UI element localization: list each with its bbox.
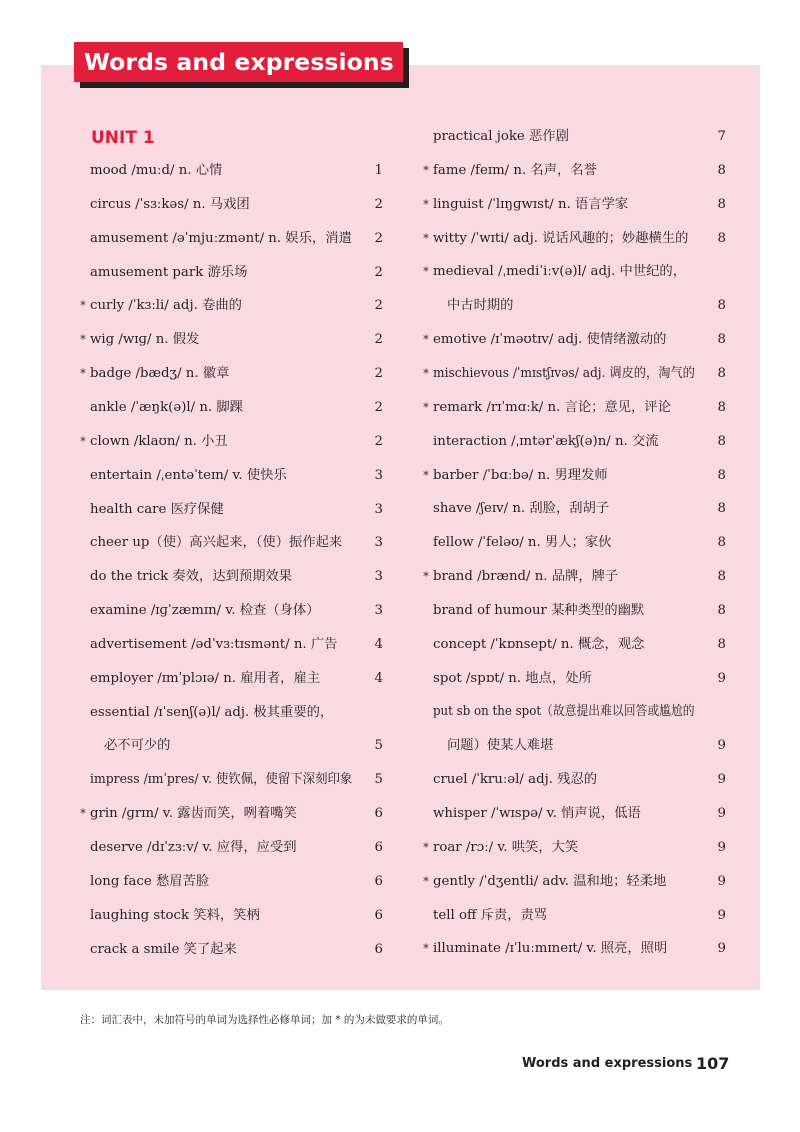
entry-page-number: 6	[374, 840, 383, 855]
entry-text: amusement park 游乐场	[90, 264, 248, 280]
asterisk-marker: *	[80, 299, 86, 313]
entry-page-number: 9	[717, 941, 726, 957]
entry-text: brand of humour 某种类型的幽默	[433, 602, 645, 618]
entry-text: concept /ˈkɒnsept/ n. 概念，观念	[433, 636, 645, 652]
entry-text: 问题）使某人难堪	[447, 738, 554, 754]
entry-text: gently /ˈdʒentli/ adv. 温和地；轻柔地	[433, 873, 667, 889]
entry-page-number: 4	[374, 636, 383, 652]
entry-page-number: 5	[374, 738, 383, 754]
entry-text: cruel /ˈkruːəl/ adj. 残忍的	[433, 772, 598, 788]
entry-page-number: 2	[374, 264, 383, 280]
entry-page-number: 8	[717, 230, 726, 246]
entry-text: medieval /ˌmediˈiːv(ə)l/ adj. 中世纪的，	[433, 264, 687, 280]
entry-text: interaction /ˌɪntərˈækʃ(ə)n/ n. 交流	[433, 433, 659, 449]
entry-page-number: 9	[717, 772, 726, 788]
entry-text: essential /ɪˈsenʃ(ə)l/ adj. 极其重要的，	[90, 704, 334, 720]
entry-page-number: 9	[717, 670, 726, 686]
entry-page-number: 7	[717, 129, 726, 144]
entry-page-number: 8	[717, 399, 726, 415]
entry-text: curly /ˈkɜːli/ adj. 卷曲的	[90, 298, 242, 314]
entry-page-number: 3	[374, 467, 383, 483]
asterisk-marker: *	[423, 468, 429, 482]
entry-text: whisper /ˈwɪspə/ v. 悄声说，低语	[433, 806, 641, 821]
entry-page-number: 4	[374, 670, 383, 686]
entry-text: clown /klaʊn/ n. 小丑	[90, 433, 228, 449]
entry-text: roar /rɔː/ v. 哄笑，大笑	[433, 839, 579, 855]
entry-page-number: 3	[374, 603, 383, 619]
unit-heading: UNIT 1	[91, 128, 155, 148]
entry-page-number: 2	[374, 332, 383, 348]
entry-page-number: 9	[717, 839, 726, 855]
entry-page-number: 8	[717, 298, 726, 314]
page-title: Words and expressions	[74, 42, 403, 82]
footnote: 注：词汇表中，未加符号的单词为选择性必修单词；加 * 的为未做要求的单词。	[80, 1014, 449, 1026]
entry-page-number: 9	[717, 806, 726, 821]
entry-text: ankle /ˈæŋk(ə)l/ n. 脚踝	[90, 399, 243, 415]
entry-page-number: 8	[717, 433, 726, 449]
asterisk-marker: *	[80, 807, 86, 821]
asterisk-marker: *	[423, 400, 429, 414]
page-number: 107	[696, 1054, 730, 1073]
entry-text: remark /rɪˈmɑːk/ n. 言论；意见，评论	[433, 399, 671, 415]
asterisk-marker: *	[423, 333, 429, 347]
entry-text: illuminate /ɪˈluːmɪneɪt/ v. 照亮，照明	[433, 941, 668, 957]
entry-page-number: 8	[717, 569, 726, 585]
entry-text: emotive /ɪˈməʊtɪv/ adj. 使情绪激动的	[433, 332, 667, 348]
entry-page-number: 8	[717, 602, 726, 618]
entry-text: examine /ɪɡˈzæmɪn/ v. 检查（身体）	[90, 603, 320, 619]
entry-text: shave /ʃeɪv/ n. 刮脸，刮胡子	[433, 501, 610, 517]
entry-page-number: 8	[717, 535, 726, 551]
entry-text: employer /ɪmˈplɔɪə/ n. 雇用者，雇主	[90, 670, 321, 686]
entry-page-number: 6	[374, 941, 383, 957]
entry-text: long face 愁眉苦脸	[90, 873, 210, 889]
asterisk-marker: *	[423, 874, 429, 888]
entry-text: health care 医疗保健	[90, 501, 224, 517]
entry-text: fellow /ˈfeləʊ/ n. 男人；家伙	[433, 535, 612, 551]
asterisk-marker: *	[423, 942, 429, 956]
asterisk-marker: *	[423, 231, 429, 245]
entry-text: crack a smile 笑了起来	[90, 941, 237, 957]
entry-page-number: 3	[374, 501, 383, 517]
entry-text: mischievous /ˈmɪstʃɪvəs/ adj. 调皮的，淘气的	[433, 365, 695, 381]
entry-text: entertain /ˌentəˈteɪn/ v. 使快乐	[90, 467, 287, 483]
entry-text: grin /ɡrɪn/ v. 露齿而笑，咧着嘴笑	[90, 806, 297, 822]
asterisk-marker: *	[80, 367, 86, 381]
entry-text: cheer up（使）高兴起来，（使）振作起来	[90, 535, 343, 551]
entry-text: put sb on the spot（故意提出难以回答或尴尬的	[433, 704, 695, 720]
entry-page-number: 2	[374, 366, 383, 382]
asterisk-marker: *	[423, 840, 429, 854]
asterisk-marker: *	[423, 265, 429, 279]
entry-text: linguist /ˈlɪŋɡwɪst/ n. 语言学家	[433, 196, 629, 212]
entry-text: do the trick 奏效，达到预期效果	[90, 569, 293, 585]
entry-page-number: 6	[374, 907, 383, 923]
entry-text: advertisement /ədˈvɜːtɪsmənt/ n. 广告	[90, 636, 338, 652]
entry-page-number: 9	[717, 738, 726, 754]
entry-page-number: 8	[717, 332, 726, 348]
asterisk-marker: *	[80, 333, 86, 347]
entry-page-number: 9	[717, 907, 726, 923]
entry-text: amusement /əˈmjuːzmənt/ n. 娱乐，消遣	[90, 230, 352, 246]
entry-page-number: 1	[374, 163, 383, 178]
entry-text: deserve /dɪˈzɜːv/ v. 应得，应受到	[90, 840, 297, 855]
asterisk-marker: *	[423, 163, 429, 177]
entry-text: circus /ˈsɜːkəs/ n. 马戏团	[90, 196, 250, 212]
entry-page-number: 2	[374, 298, 383, 314]
entry-text: barber /ˈbɑːbə/ n. 男理发师	[433, 467, 608, 483]
asterisk-marker: *	[423, 197, 429, 211]
entry-page-number: 9	[717, 873, 726, 889]
entry-page-number: 2	[374, 230, 383, 246]
entry-page-number: 8	[717, 467, 726, 483]
entry-text: practical joke 恶作剧	[433, 129, 569, 144]
entry-text: fame /feɪm/ n. 名声，名誉	[433, 162, 597, 178]
entry-page-number: 2	[374, 433, 383, 449]
entry-page-number: 3	[374, 535, 383, 551]
entry-page-number: 8	[717, 636, 726, 652]
entry-page-number: 2	[374, 399, 383, 415]
entry-text: brand /brænd/ n. 品牌，牌子	[433, 569, 619, 585]
entry-text: badge /bædʒ/ n. 徽章	[90, 366, 230, 382]
entry-page-number: 5	[374, 772, 383, 788]
entry-page-number: 8	[717, 162, 726, 178]
entry-page-number: 3	[374, 569, 383, 585]
entry-page-number: 8	[717, 196, 726, 212]
entry-text: wig /wɪɡ/ n. 假发	[90, 332, 200, 348]
entry-text: 中古时期的	[447, 298, 514, 314]
entry-page-number: 8	[717, 501, 726, 517]
entry-page-number: 2	[374, 196, 383, 212]
footer-section-title: Words and expressions	[522, 1056, 693, 1071]
asterisk-marker: *	[80, 434, 86, 448]
entry-page-number: 6	[374, 873, 383, 889]
entry-text: impress /ɪmˈpres/ v. 使钦佩，使留下深刻印象	[90, 772, 353, 788]
entry-text: laughing stock 笑料，笑柄	[90, 907, 260, 923]
entry-text: tell off 斥责，责骂	[433, 907, 548, 923]
entry-page-number: 8	[717, 365, 726, 381]
entry-text: mood /muːd/ n. 心情	[90, 163, 223, 178]
entry-text: witty /ˈwɪti/ adj. 说话风趣的；妙趣横生的	[433, 230, 689, 246]
asterisk-marker: *	[423, 570, 429, 584]
entry-text: spot /spɒt/ n. 地点，处所	[433, 670, 592, 686]
asterisk-marker: *	[423, 366, 429, 380]
entry-page-number: 6	[374, 806, 383, 822]
content-panel	[41, 65, 760, 990]
entry-text: 必不可少的	[104, 738, 171, 754]
